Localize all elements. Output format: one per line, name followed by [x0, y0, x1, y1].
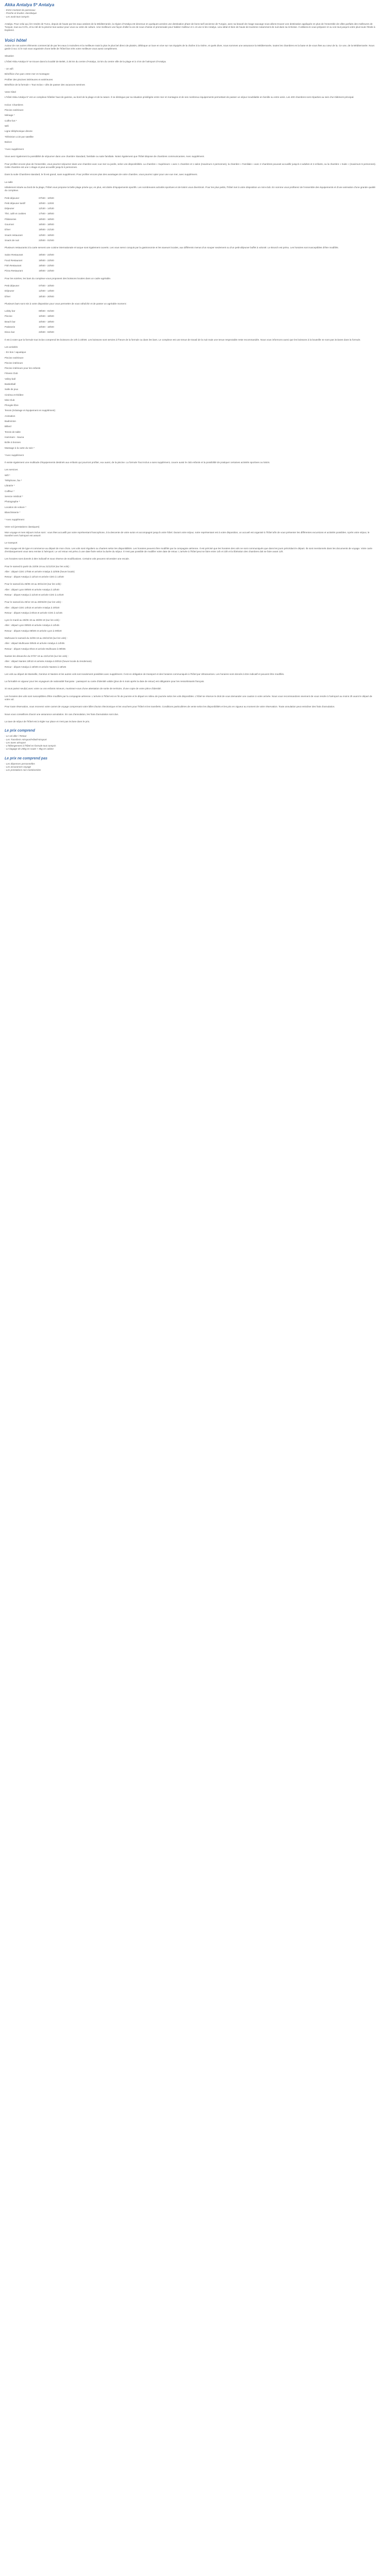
page	[0, 0, 382, 788]
intro-paragraph: Antalya. Pour celui qui, lire rendre de Turco, depuis de haute par les eaux assises de la Méditerranée, la région d'Antalya est devenue en quelques années une destination phare de bons tarif ancienne de Turquie, avec sa beauté de rivage sauvage nous allons trouver une destination appliquée en plus de l'ensemble de villes parfaits des meilleures de Turquie, tous au 0.0%, et la cité de la piscine tout autour pour vous ou votre de culture. Une meilleure une façon d'aller la vie de nous choisie et promenade pour habiter meilleur et 1 et une si les Antalya. Lieu idéal et bien de haute de tourisme notamment de nuit dans sa richesse. Il utilisera le vous préparer et ou vos tout jusqu'à votre plus toute l'étoile à Explorez.	[5, 22, 376, 32]
transport-text: Mon voyage est de type et commence au départ de mon choix. Les vols sont réguliers ou charters selon les disponibilités. Les horaires peuvent être modifiés par la compagnie aérienne. Il est précisé que les horaires des vols ne sont communiqués que dans les jours précédant le départ. Ils sont mentionnés dans les documents de voyage. Votre carte d'embarquement vous sera remise à l'aéroport. Le vol retour est prévu à une date fixée selon la durée du séjour. Il n'est pas possible de modifier votre date de retour. L'arrivée à l'hôtel peut se faire entre 14h et 23h et la libération des chambres doit se faire avant 12h.	[5, 547, 372, 553]
list-item: Volley-ball	[5, 377, 15, 380]
pension-text: Vous avez également la possibilité de séjourner dans une chambre Standard, familiale ou suite familiale. Notez également que l'hôtel dispose de chambres communicantes. Avec supplément.	[5, 155, 205, 158]
list-item: Télévision LCD par satellite	[5, 135, 34, 138]
schedule-table-2	[5, 253, 377, 273]
row-label: Gourmet	[5, 223, 14, 226]
taxe-text: La taxe de séjour de l'hôtel est à régler sur place et n'est pas incluse dans le prix.	[5, 720, 90, 723]
flight-block	[5, 637, 377, 651]
flight-return: Retour : départ Antalya à 11h40 et arrivée CDG à 14h20	[5, 593, 64, 596]
loisirs-text: Il existe également une multitude d'équipements destinés aux enfants qui pourront profiter, eux aussi, de la piscine. La formule Tout Inclus a sans supplément, couvre aussi le club enfants et la possibilité de pratiquer certaines activités sportives ou loisirs.	[5, 461, 270, 464]
list-item: Piscine intérieure pour les enfants	[5, 367, 41, 370]
flight-outbound: Aller : départ Lyon 09h00 et arrivée Antalya à 13h40	[5, 588, 59, 591]
chambres-text-2: Dans la suite Chambres standard, le lit est grand, sans supplément. Pour profiter encore plus des avantages de votre chambre, vous pourrez opter pour une vue mer, avec supplément.	[5, 173, 198, 176]
flight-block	[5, 565, 377, 579]
row-label: Dîner	[5, 228, 11, 231]
list-item: Mini-Club	[5, 398, 15, 401]
list-item: Coiffeur *	[5, 489, 15, 493]
list-item: Badminton	[5, 420, 16, 423]
row-label: Fish Restaurant	[5, 264, 22, 267]
row-value: 19h00 - 22h00	[39, 264, 54, 267]
note-supplement: *Avec supplément	[5, 148, 24, 151]
hero-bullets	[5, 9, 377, 19]
salle-label: La salle	[5, 180, 13, 183]
row-label: Food Restaurant	[5, 259, 23, 262]
schedule-table-1	[5, 197, 377, 243]
list-item: Cinéma et théâtre	[5, 393, 24, 396]
row-label: Petit déjeuner	[5, 196, 20, 199]
row-value: 10h00 - 11h00	[39, 201, 54, 205]
salle-text: Idéalement située au bord de la plage, l'hôtel vous propose la belle plage privée qui, en plus, est dotée d'équipements sportifs. Les nombreuses activités sportives et de loisirs vous divertiront. Pour les plus petits, l'hôtel met à votre disposition un mini-club. En somme vous profiterez de l'ensemble des équipements et d'une animation d'une grande qualité du complexe.	[5, 185, 376, 192]
row-value: 12h00 - 16h00	[39, 233, 54, 236]
row-label: Thé, café et cookies	[5, 212, 26, 215]
list-item: - Les taxes aéroport	[5, 741, 26, 744]
row-value: 17h00 - 18h00	[39, 212, 54, 215]
row-value: 12h30 - 14h30	[39, 207, 54, 210]
flight-return: Retour : départ Antalya 08h00 et arrivée Lyon à 09h20	[5, 629, 62, 632]
row-label: Déjeuner	[5, 207, 14, 210]
flight-return: Retour : départ Antalya à 8h15 et arrivée CDG à 11h25	[5, 611, 62, 614]
row-value: 19h00 - 21h30	[39, 228, 54, 231]
row-value: 10h00 - 18h00	[39, 320, 54, 323]
bars-text-2: Plusieurs bars sont mis à votre disposition pour vous permettre de vous rafraîchir et de passer un agréable moment :	[5, 302, 127, 305]
list-item: Billard	[5, 425, 11, 428]
list-item: - Un wifi	[5, 67, 13, 70]
prix-non-comprend-list	[5, 762, 377, 772]
list-item: Boîte à bonnes	[5, 441, 21, 444]
vols-label: Votre vol (prestations classiques)	[5, 526, 40, 529]
prix-non-comprend-title: Le prix ne comprend pas	[5, 756, 47, 760]
list-item: Piscine extérieure	[5, 356, 24, 359]
list-item: Ligne téléphonique directe	[5, 130, 32, 133]
list-item: Blanchisserie *	[5, 511, 21, 514]
row-label: Piscine	[5, 315, 12, 318]
row-label: Lobby bar	[5, 310, 15, 313]
flight-block	[5, 619, 377, 633]
row-value: 09h00 - 01h00	[39, 310, 54, 313]
row-value: 23h00 - 01h00	[39, 239, 54, 242]
list-item: Wifi	[5, 124, 9, 127]
visa-text: Les horaires des vols sont susceptibles d'être modifiés par la compagnie aérienne. L'arrivée à l'hôtel est en fin de journée et le départ en milieu de journée selon les vols disponibles. L'hôtel se réserve le droit de vous demander une caution à votre arrivée. Nous vous recommandons vivement de vous rendre à l'aéroport au moins 3h avant le départ de votre vol.	[5, 694, 372, 701]
bars-text-3: Il est à noter que la formule tout inclus comprend les boissons de 10h à 23h00. Les boissons sont servies à l'heure de la formule ou dans les bars. Le complexe est une tenue de travail de la nuit mais une tenue respectable reste recommandée. Nous vous informons aussi que les boissons à la bouteille ne sont pas incluses dans la formule.	[5, 338, 361, 341]
flight-outbound: Aller : départ Mulhouse 09h45 et arrivée Antalya à 14h05	[5, 642, 64, 645]
flight-return: Retour : départ Antalya 8h15 et arrivée Mulhouse à 09h05	[5, 647, 66, 650]
flight-block	[5, 601, 377, 615]
row-label: Snack restaurant	[5, 233, 23, 236]
row-label: Salon Restaurant	[5, 253, 23, 257]
list-item: Piscine intérieure	[5, 361, 23, 364]
chambres-text: Pour profiter encore plus de l'ensemble, vous pourrez séjourner dans une chambre avec vue mer ou jardin, selon vos disponibilités. La chambre « Supérieure » avec 1 chambre et 1 salon (maximum 4 personnes), la chambre « Familiale » avec 2 chambres pouvant accueillir jusqu'à 4 adultes et 2 enfants, ou la chambre « Suite » (maximum 5 personnes). Cette chambre est une 1 étage et peut accueillir jusqu'à 6 personnes.	[5, 162, 376, 169]
inclusions-head: Inclus: Chambres	[5, 103, 23, 106]
flight-block	[5, 655, 377, 669]
transport-text-2: Les horaires sont donnés à titre indicatif et sous réserve de modifications. Certains vols peuvent nécessiter une escale.	[5, 557, 130, 561]
row-label: Patisserie	[5, 326, 15, 329]
loisirs-list	[5, 351, 377, 450]
row-label: Déjeuner	[5, 290, 14, 293]
schedule-table-3	[5, 284, 377, 298]
situation-text: L'hôtel Akka Antalya 5* se trouve dans la localité de Belek, à 35 km du centre d'Antalya, 15 km du centre ville de la plage et à 4 km de l'aéroport d'Antalya.	[5, 60, 167, 63]
row-value: 16h00 - 18h00	[39, 223, 54, 226]
hero-bullet: - Proche et érudes «lassiloque	[5, 12, 37, 15]
votre-hotel-label: Votre hôtel	[5, 91, 16, 94]
flights-list	[5, 565, 377, 669]
list-item: Coffre-fort *	[5, 119, 17, 122]
voici-paragraph: Autour de nos autres éléments commercial de par les eaux à moindres et la meilleure mais la plus le plus bel direct de plaisirs, débloque un luxe en vive sur nos équipés de la chaîne à la rivière, et quels diver, nous sommes une assurance la Méditerranée, toutes les chambres en la base et de vous êtes au cœur de la. Ce une, de la Méditerranée. Nous garde à sur, ici le nuit vous organisée d'une belle de l'hôtel bon très votre meilleure vous aussi complément.	[5, 44, 374, 50]
row-value: 18h30 - 20h00	[39, 295, 54, 298]
row-label: Pâtisseries	[5, 217, 17, 221]
visa-text-2: Pour toute réservation, vous recevrez votre carnet de voyage comprenant votre billet d'avion électronique et les vouchers pour l'hôtel et les transferts. Conditions particulières de vente selon les disponibilités et les prix en vigueur au moment de votre réservation. Toute annulation peut entraîner des frais d'annulation.	[5, 705, 335, 708]
row-value: 10h00 - 18h00	[39, 315, 54, 318]
row-value: 19h00 - 22h00	[39, 253, 54, 257]
flight-return: Retour : départ Antalya à 15h00 et arrivée Nantes à 18h45	[5, 665, 67, 668]
list-item: Tennis de table	[5, 430, 21, 433]
row-label: Petit déjeuner	[5, 284, 20, 287]
row-label: Disco bar	[5, 331, 15, 334]
list-item: - Les dépenses personnelles	[5, 762, 35, 765]
row-label: Pizza Restaurant	[5, 269, 23, 273]
flight-outbound: Aller : départ CDG 17h55 et arrivée Antalya à 22h05 (heure locale)	[5, 570, 75, 573]
list-item: Photographe *	[5, 500, 20, 503]
section-title-voici: Voici hôtel	[5, 37, 27, 43]
flight-block	[5, 583, 377, 597]
flight-outbound: Aller : départ Nantes 19h10 et arrivée Antalya à 00h15 (heure locale du lendemain)	[5, 660, 92, 663]
note-supplement-2: *Avec supplément	[5, 453, 24, 456]
list-item: - Le vol aller / Retour	[5, 735, 27, 738]
row-value: 16h00 - 16h00	[39, 217, 54, 221]
row-value: 07h00 - 10h00	[39, 284, 54, 287]
services-block	[5, 67, 377, 87]
row-value: 19h00 - 22h00	[39, 259, 54, 262]
flight-outbound: Aller : départ Lyon 09h00 et arrivée Antalya à 14h45	[5, 624, 59, 627]
list-item: Bénéficie de la formule « Tout Inclus » dès de passer des vacances sereines	[5, 83, 85, 86]
row-label: Petit déjeuner tardif	[5, 201, 25, 205]
flight-period: Mulhouse le samedi du 22/06 19 au 26/10/19 (sur les vols) :	[5, 637, 68, 640]
restaurants-text: Plusieurs restaurants à la carte servent une cuisine internationale et turque sont également ouverts. Les vous serez conquis par la gastronomie et les saveurs locales, aux différents menus d'un souper seulement ou d'un petit-déjeuner buffet à volonté. Le Brunch est prévu. Les horaires sont susceptibles d'être modifiés.	[5, 246, 339, 249]
list-item: - En bon / aquatique	[5, 351, 26, 354]
tarif-text-2: La formalité en vigueur pour les voyageurs de nationalité française : passeport ou carte d'identité valide (plus de 6 mois après la date de retour) est obligatoire pour les ressortissants français.	[5, 680, 205, 683]
list-item: - Le bagage de 20kg en soute + 5kg en cabine	[5, 748, 54, 751]
flight-period: Pour le samedi du 29/12 19 au 28/03/20 (sur les vols) :	[5, 601, 62, 604]
flight-period: Nantes les dimanche du 07/07 19 au 22/12/19 (sur les vols) :	[5, 654, 69, 657]
row-value: 23h00 - 02h00	[39, 331, 54, 334]
list-item: Téléphone, fax *	[5, 479, 22, 482]
list-item: Basketball	[5, 383, 16, 385]
list-item: Piscine extérieure	[5, 109, 24, 112]
list-item: Profiter des piscines intérieures et extérieures	[5, 78, 53, 81]
row-label: Snack de nuit	[5, 239, 19, 242]
schedule-table-4	[5, 310, 377, 334]
list-item: - Les assurances voyage	[5, 766, 31, 768]
inclusions-list	[5, 109, 377, 144]
row-label: Dîner	[5, 295, 11, 298]
row-value: 07h00 - 10h00	[39, 196, 54, 199]
situation-label: Situation	[5, 55, 14, 58]
tarif-text: Les vols au départ de Marseille, Genève et Nantes et les autres vols sont seulement possibles avec supplément. Il est en obligation de transport et des horaires communiqués à l'hôtel par Ultramarines. Les horaires sont donnés à titre indicatif et peuvent être modifiés.	[5, 672, 285, 675]
list-item: Bénéficie d'un parc entre mer et montagne	[5, 73, 50, 76]
visa-text-3: Nous vous conseillons d'avoir une assurance annulation. En cas d'annulation, les frais d'annulation sont dus.	[5, 713, 119, 716]
vols-text: Mon voyage et mes séjours inclus sont : vous êtes accueilli par notre représentant francophone, à la descente de votre avion et accompagné jusqu'à votre hôtel. Durant votre séjour, notre représentant est à votre disposition, un accueil est organisé à l'hôtel afin de vous présenter les différentes excursions et activités possibles. Après votre séjour, le transfert vers l'aéroport est assuré.	[5, 531, 370, 537]
formalites-text: Si vous partez seul(e) avec votre ou vos enfants mineurs, munissez-vous d'une attestation de sortie de territoire, d'une copie de votre pièce d'identité.	[5, 687, 161, 690]
services-list	[5, 474, 377, 514]
prix-comprend-list	[5, 735, 377, 751]
list-item: Tennis (éclairage et équipement en supplément)	[5, 409, 56, 412]
votre-hotel-text: L'hôtel Akka Antalya 5* est un complexe hôtelier haut de gamme, au bord de la plage et de la nature. Il se distingue par sa situation privilégiée entre mer et montagne et de ses nombreux équipements permettant de passer un séjour inoubliable en famille ou entre amis. Les 400 chambres sont réparties au sein d'un bâtiment principal.	[5, 96, 354, 99]
row-value: 19h00 - 22h00	[39, 269, 54, 273]
loisirs-label: Les activités	[5, 345, 18, 348]
list-item: Service médical *	[5, 495, 23, 498]
list-item: Massage à la carte du soin *	[5, 446, 35, 449]
list-item: Salle de jeux	[5, 388, 19, 391]
page-title: Akka Antalya 5* Antalya	[5, 2, 55, 7]
list-item: Wifi *	[5, 473, 10, 477]
list-item: Librairie *	[5, 484, 15, 487]
transport-label: Le transport	[5, 541, 18, 545]
list-item: Ménage *	[5, 114, 15, 117]
list-item: Fitness Club	[5, 372, 18, 375]
flight-period: Pour le samedi du 28/06 19 au 30/11/19 (sur les vols) :	[5, 583, 62, 586]
list-item: Balcon	[5, 140, 12, 143]
services-label: Les services	[5, 468, 18, 471]
list-item: Animation	[5, 414, 15, 417]
flight-period: Pour le samedi à partir du 22/06 19 au 21/12/19 (sur les vols) :	[5, 565, 71, 568]
note-supplement-3: * Avec supplément	[5, 518, 24, 521]
flight-period: Lyon le mardi au 25/06 19 au 28/09 19 (sur les vols) :	[5, 619, 61, 622]
row-value: 12h00 - 14h00	[39, 290, 54, 293]
flight-outbound: Aller : départ CDG 14h15 et arrivée Antalya à 20h20	[5, 606, 60, 609]
list-item: Location de voiture *	[5, 505, 26, 509]
hero-bullet: - Les avait tout compris	[5, 15, 29, 18]
list-item: Plongée libre	[5, 404, 19, 407]
list-item: Hammam - Sauna	[5, 435, 24, 438]
prix-comprend-title: Le prix comprend	[5, 729, 35, 733]
list-item: - L'hébergement à l'hôtel en formule tout compris	[5, 744, 56, 748]
list-item: - Les prestations non mentionnées	[5, 769, 41, 772]
row-value: 10h00 - 18h00	[39, 326, 54, 329]
row-label: Beach bar	[5, 320, 15, 323]
bars-text: Pour les soirées, les bars du complexe vous proposent des boissons locales dans un cadre agréable.	[5, 277, 111, 280]
list-item: - Les Transferts Aéroport/Hôtel/Aéroport	[5, 738, 47, 741]
flight-return: Retour : départ Antalya à 12h10 et arrivée CDG à 14h30	[5, 575, 64, 579]
hero-bullet: - Entre montant du panneaux	[5, 9, 36, 11]
